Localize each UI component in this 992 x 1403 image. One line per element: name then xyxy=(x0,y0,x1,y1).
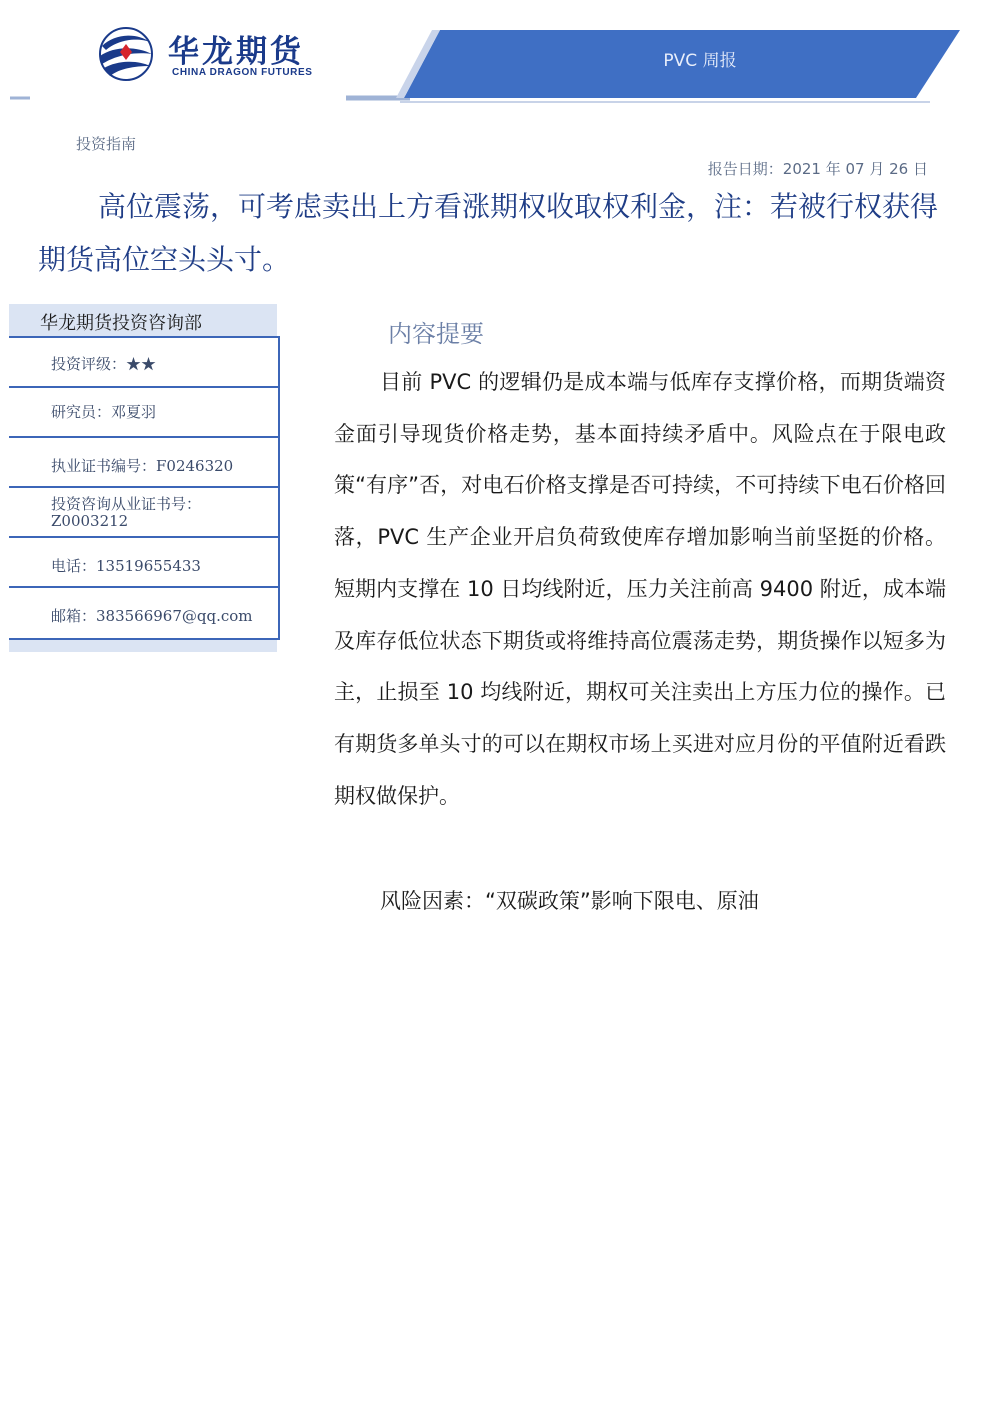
phone-row xyxy=(9,538,278,588)
brand-name: 华龙期货 xyxy=(168,34,304,70)
sidebar-divider xyxy=(9,638,280,640)
email-row xyxy=(9,588,278,640)
report-type: PVC 周报 xyxy=(663,51,737,71)
advisory-license-label: 投资咨询从业证书号： xyxy=(51,495,202,513)
license-row xyxy=(9,438,278,488)
email[interactable]: 邮箱：383566967@qq.com xyxy=(51,607,253,625)
sidebar-info-box xyxy=(9,336,280,640)
rating: 投资评级：★★ xyxy=(51,355,157,373)
summary-body: 目前 PVC 的逻辑仍是成本端与低库存支撑价格，而期货端资金面引导现货价格走势，基本面持续矛盾中。风险点在于限电政策“有序”否，对电石价格支撑是否可持续，不可持续下电石价格回落，PVC 生产企业开启负荷致使库存增加影响当前坚挺的价格。短期内支撑在 10 日均线附近，压力关注前高 9400 附近，成本端及库存低位状态下期货或将维持高位震荡走势，期货操作以短多为主，止损至 10 均线附近，期权可关注卖出上方压力位的操作。已有期货多单头寸的可以在期权市场上买进对应月份的平值附近看跌期权做保护。 xyxy=(334,370,946,808)
analyst: 研究员：邓夏羽 xyxy=(51,403,157,421)
headline: 高位震荡，可考虑卖出上方看涨期权收取权利金，注：若被行权获得期货高位空头头寸。 xyxy=(38,190,939,276)
report-date: 报告日期：2021 年 07 月 26 日 xyxy=(707,160,928,178)
dragon-logo-icon xyxy=(96,26,156,82)
content-title: 内容提要 xyxy=(388,320,484,348)
rating-row xyxy=(9,338,278,388)
advisory-license-value: Z0003212 xyxy=(51,512,129,530)
sidebar-title: 华龙期货投资咨询部 xyxy=(40,313,202,334)
risk-factors: 风险因素：“双碳政策”影响下限电、原油 xyxy=(380,889,759,913)
phone: 电话：13519655433 xyxy=(51,557,201,575)
analyst-row xyxy=(9,388,278,438)
brand-name-en: CHINA DRAGON FUTURES xyxy=(172,67,313,78)
license: 执业证书编号：F0246320 xyxy=(51,457,234,475)
section-label: 投资指南 xyxy=(76,135,137,153)
advisory-license-row xyxy=(9,488,278,538)
